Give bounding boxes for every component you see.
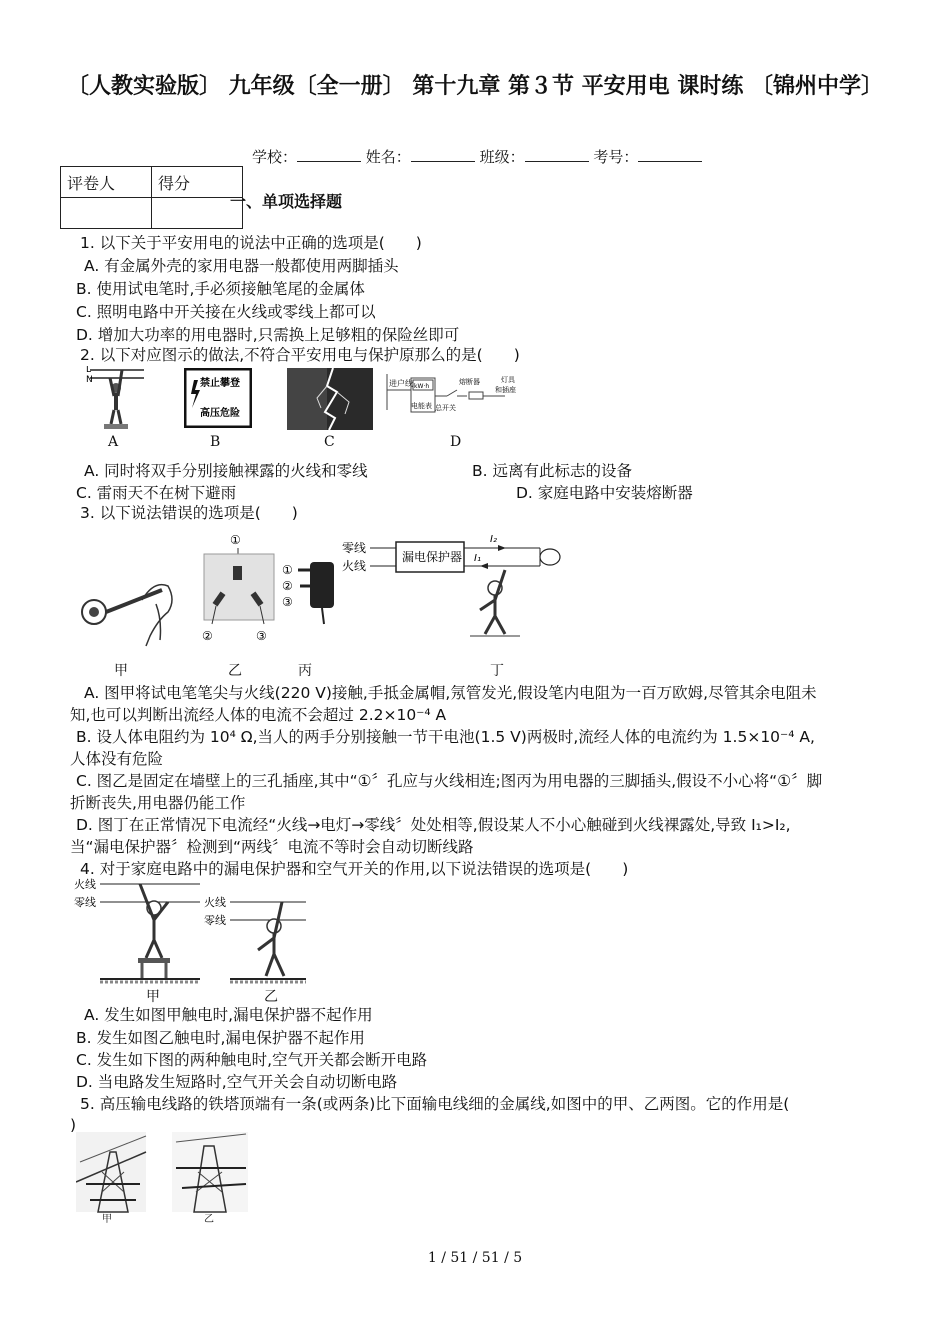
page-title: 〔人教实验版〕 九年级〔全一册〕 第十九章 第３节 平安用电 课时练 〔锦州中学〕 [67,74,883,99]
q2-option-b: B. 远离有此标志的设备 [472,462,632,480]
class-blank[interactable] [525,149,589,162]
q3-label-ding: 丁 [490,663,504,679]
q3-bing-circ2: ② [282,579,293,593]
q5-stem: 5. 高压输电线路的铁塔顶端有一条(或两条)比下面输电线细的金属线,如图中的甲、乙两图。它的作用是( [80,1095,790,1113]
q2-label-a: A [108,434,119,450]
q3-ding-i2: I₂ [490,534,497,545]
q3-option-c-line2: 折断丧失,用电器仍能工作 [70,794,246,812]
q2-a-L: L [86,366,92,375]
q2-b-line1: 禁止攀登 [200,378,240,389]
q2-figure-c [287,368,373,430]
q3-option-d-line1: D. 图丁在正常情况下电流经“火线→电灯→零线〞处处相等,假设某人不小心触碰到火线裸露处,导致 I₁>I₂, [76,816,791,834]
q3-yi-circ3: ③ [256,629,267,643]
q1-option-d: D. 增加大功率的用电器时,只需换上足够粗的保险丝即可 [76,326,460,344]
q2-d-kwh: kW·h [414,383,430,390]
q3-option-c-line1: C. 图乙是固定在墙壁上的三孔插座,其中“①〞孔应与火线相连;图丙为用电器的三脚插头,假设不小心将“①〞脚 [76,772,823,790]
q2-option-d: D. 家庭电路中安装熔断器 [516,484,693,502]
q3-ding-fire: 火线 [342,559,367,573]
q3-label-jia: 甲 [114,663,128,679]
q3-label-yi: 乙 [228,663,242,679]
q3-yi-circ1: ① [230,533,241,547]
school-blank[interactable] [297,149,361,162]
q4-label-yi: 乙 [264,989,278,1005]
q2-label-d: D [450,434,462,450]
q2-a-N: N [86,375,93,385]
q3-option-d-line2: 当“漏电保护器〞检测到“两线〞电流不等时会自动切断线路 [70,838,474,856]
q3-ding-i1: I₁ [474,553,481,564]
exam-no-blank[interactable] [638,149,702,162]
q3-option-a-line1: A. 图甲将试电笔笔尖与火线(220 V)接触,手抵金属帽,氖管发光,假设笔内电阻为一百万欧姆,尽管其余电阻未 [84,684,817,702]
grade-table [60,166,243,229]
q2-figure-d [385,370,525,430]
q4-jia-fire: 火线 [74,878,96,891]
q4-figure [70,878,310,1000]
q4-yi-fire: 火线 [204,896,226,909]
q1-option-c: C. 照明电路中开关接在火线或零线上都可以 [76,303,376,321]
q2-d-lamp: 灯具 [501,376,515,384]
page-footer: 1 / 51 / 51 / 5 [427,1250,523,1266]
q3-option-b-line1: B. 设人体电阻约为 10⁴ Ω,当人的两手分别接触一节干电池(1.5 V)两极时,流经人体的电流约为 1.5×10⁻⁴ A, [76,728,815,746]
q2-d-in: 进户线 [389,379,413,388]
exam-no-label: 考号： [593,148,639,166]
q2-option-a: A. 同时将双手分别接触裸露的火线和零线 [84,462,368,480]
q2-d-fuse: 熔断器 [459,378,480,386]
q1-option-b: B. 使用试电笔时,手必须接触笔尾的金属体 [76,280,365,298]
name-label: 姓名： [365,148,411,166]
q5-label-jia: 甲 [102,1214,112,1225]
q2-label-c: C [324,434,335,450]
q3-ding-zero: 零线 [342,541,367,555]
q4-jia-zero: 零线 [74,896,96,909]
score-cell[interactable] [152,198,243,229]
q5-label-yi: 乙 [204,1214,214,1225]
q4-option-a: A. 发生如图甲触电时,漏电保护器不起作用 [84,1006,373,1024]
q2-figure-b [184,368,252,428]
q3-option-b-line2: 人体没有危险 [70,750,164,768]
q4-option-b: B. 发生如图乙触电时,漏电保护器不起作用 [76,1029,365,1047]
q3-label-bing: 丙 [298,663,312,679]
q3-ding-protector: 漏电保护器 [402,550,463,564]
q4-option-c: C. 发生如下图的两种触电时,空气开关都会断开电路 [76,1051,428,1069]
q3-figure-ding [340,530,580,648]
q3-figure-bing [278,556,340,626]
q1-option-a: A. 有金属外壳的家用电器一般都使用两脚插头 [84,257,399,275]
q2-option-c: C. 雷雨天不在树下避雨 [76,484,237,502]
q3-bing-circ1: ① [282,563,293,577]
q3-figure-jia [72,560,182,650]
q4-yi-zero: 零线 [204,914,226,927]
school-label: 学校： [252,148,298,166]
name-blank[interactable] [411,149,475,162]
student-info [252,146,702,167]
q4-stem: 4. 对于家庭电路中的漏电保护器和空气开关的作用,以下说法错误的选项是( ) [80,860,629,878]
q3-option-a-line2: 知,也可以判断出流经人体的电流不会超过 2.2×10⁻⁴ A [70,706,447,724]
q2-stem: 2. 以下对应图示的做法,不符合平安用电与保护原那么的是( ) [80,346,520,364]
q3-yi-circ2: ② [202,629,213,643]
q2-d-meter: 电能表 [411,402,432,410]
section-heading: 一、单项选择题 [230,192,343,211]
q3-stem: 3. 以下说法错误的选项是( ) [80,504,298,522]
q2-d-socket: 和插座 [495,386,516,394]
grader-header: 评卷人 [61,167,152,198]
q2-figure-a [86,366,146,430]
q4-label-jia: 甲 [146,989,160,1005]
grader-cell[interactable] [61,198,152,229]
q2-label-b: B [210,434,221,450]
q2-b-line2: 高压危险 [200,408,240,419]
class-label: 班级： [479,148,525,166]
score-header: 得分 [152,167,243,198]
q4-option-d: D. 当电路发生短路时,空气开关会自动切断电路 [76,1073,398,1091]
q5-stem-close: ) [70,1116,77,1134]
q2-d-switch: 总开关 [435,404,456,412]
q1-stem: 1. 以下关于平安用电的说法中正确的选项是( ) [80,234,422,252]
q5-figure [76,1132,248,1214]
q3-figure-yi [198,532,282,644]
q3-bing-circ3: ③ [282,595,293,609]
